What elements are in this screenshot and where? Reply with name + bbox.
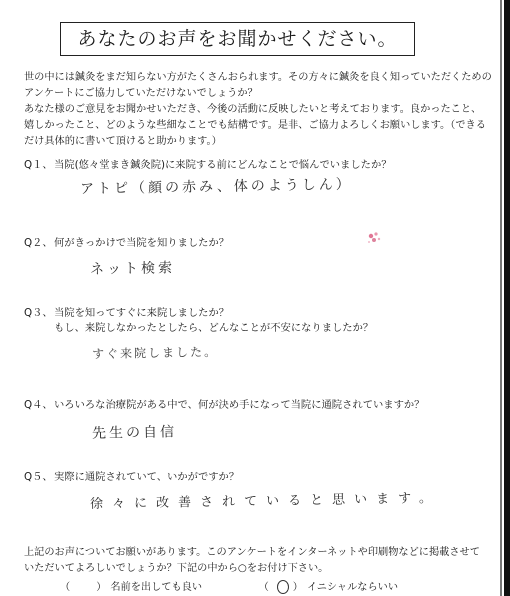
answer-4: 先生の自信 [91, 424, 178, 442]
answer-1: アトピ（顔の赤み、体のようしん） [79, 176, 353, 198]
consent-options [60, 578, 406, 594]
footer-line: 上記のお声についてお願いがあります。このアンケートをインターネットや印刷物などに掲載させて [24, 547, 480, 558]
intro-line: アンケートにご協力していただけないでしょうか？ [24, 88, 258, 99]
answer-2: ネット検索 [89, 260, 176, 278]
option-initials-ok[interactable] [259, 582, 402, 593]
bracket-open: （ [258, 582, 269, 593]
intro-line: 世の中には鍼灸をまだ知らない方がたくさんおられます。その方々に鍼灸を良く知っていただくための [24, 72, 492, 83]
answer-5: 徐々に改善されていると思います。 [89, 490, 442, 513]
question-text: 当院を知ってすぐに来院しましたか？ [54, 307, 230, 319]
question-number: Q２、 [24, 237, 53, 249]
question-1 [24, 158, 392, 173]
question-number: Q３、 [24, 307, 53, 319]
selected-circle-mark [277, 580, 289, 594]
question-number: Q４、 [24, 399, 53, 411]
option-name-ok[interactable] [60, 582, 209, 593]
bracket-close: ） [292, 582, 303, 593]
option-label: イニシャルならいい [306, 582, 399, 593]
bracket-close: ） [96, 582, 107, 593]
question-text: いろいろな治療院がある中で、何が決め手になって当院に通院されていますか？ [54, 399, 425, 411]
intro-text [24, 70, 494, 150]
page-title: あなたのお声をお聞かせください。 [60, 22, 415, 56]
answer-3: すぐ来院しました。 [91, 344, 219, 362]
option-label: 名前を出しても良い [110, 582, 203, 593]
question-2 [24, 236, 229, 251]
consent-request-text [24, 545, 480, 577]
question-text: 当院(悠々堂まき鍼灸院)に来院する前にどんなことで悩んでいましたか？ [54, 159, 392, 171]
bracket-open: （ [60, 582, 71, 593]
question-5 [24, 470, 239, 485]
question-number: Q１、 [24, 159, 53, 171]
intro-line: あなた様のご意見をお聞かせいただき、今後の活動に反映したいと考えております。良かったこと、 [24, 104, 482, 115]
question-text: 実際に通院されていて、いかがですか？ [54, 471, 240, 483]
question-4 [24, 398, 424, 413]
scan-edge-line [500, 0, 502, 596]
ink-stain-mark [363, 228, 387, 248]
intro-line: 嬉しかったこと、どのような些細なことでも結構です。是非、ご協力よろしくお願いします。（できる [24, 120, 486, 131]
question-text: もし、来院しなかったとしたら、どんなことが不安になりましたか？ [54, 322, 374, 334]
question-number: Q５、 [24, 471, 53, 483]
question-text: 何がきっかけで当院を知りましたか？ [54, 237, 230, 249]
intro-line: だけ具体的に書いて頂けると助かります。） [24, 136, 222, 147]
footer-line: いただいてよろしいでしょうか？下記の中から○をお付け下さい。 [24, 563, 329, 574]
scan-edge [504, 0, 510, 596]
question-3 [24, 306, 373, 336]
